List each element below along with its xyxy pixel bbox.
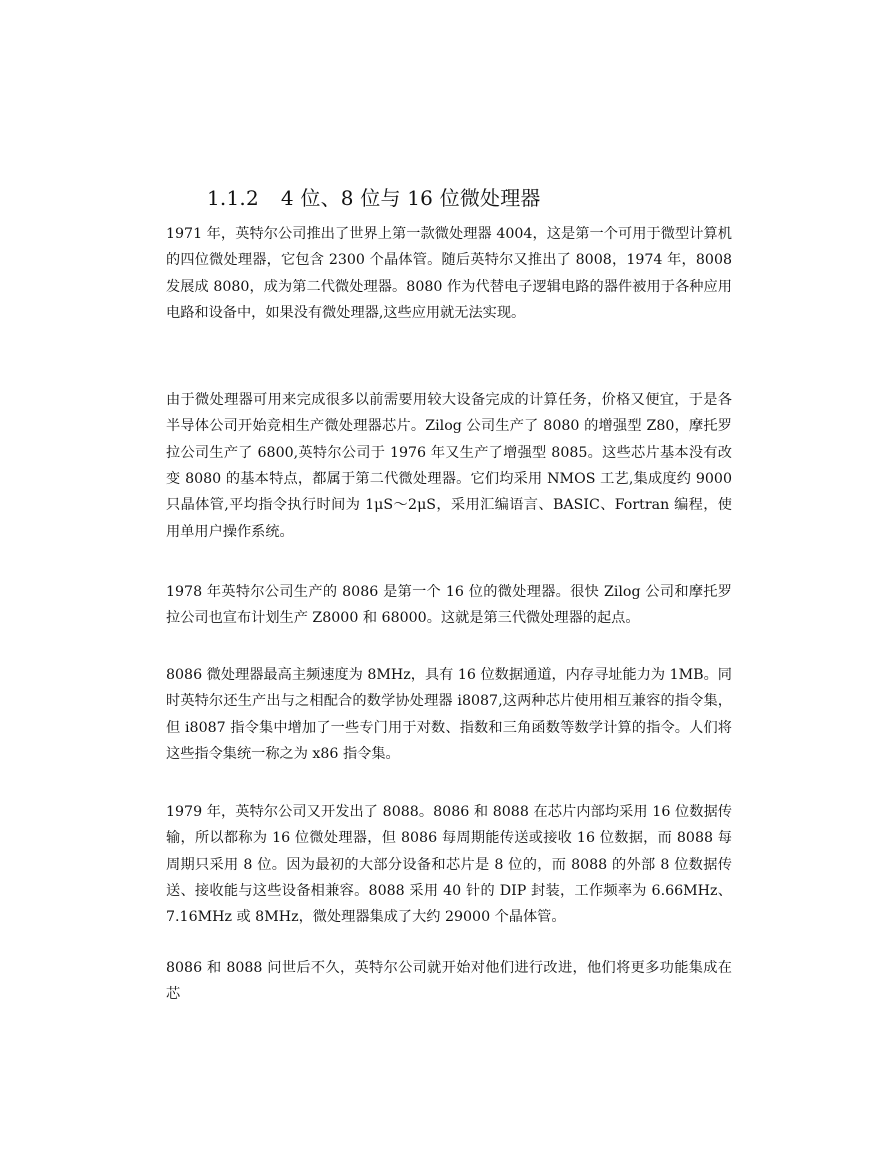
paragraph-4004-history: 1971 年，英特尔公司推出了世界上第一款微处理器 4004，这是第一个可用于微型计算机的四位微处理器，它包含 2300 个晶体管。随后英特尔又推出了 8008，1974 年，8008 发展成 8080，成为第二代微处理器。8080 作为代替电子逻辑电路的器件被用于各种应用电路和设备中，如果没有微处理器,这些应用就无法实现。	[166, 226, 732, 322]
paragraph-8086-specs: 8086 微处理器最高主频速度为 8MHz，具有 16 位数据通道，内存寻址能力为 1MB。同时英特尔还生产出与之相配合的数学协处理器 i8087,这两种芯片使用相互兼容的指令集，但 i8087 指令集中增加了一些专门用于对数、指数和三角函数等数学计算的指令。人们将这些指令集统一称之为 x86 指令集。	[166, 667, 732, 763]
paragraph-8086-introduction: 1978 年英特尔公司生产的 8086 是第一个 16 位的微处理器。很快 Zilog 公司和摩托罗拉公司也宣布计划生产 Z8000 和 68000。这就是第三代微处理器的起点。	[166, 584, 732, 627]
paragraph-8088: 1979 年，英特尔公司又开发出了 8088。8086 和 8088 在芯片内部均采用 16 位数据传输，所以都称为 16 位微处理器，但 8086 每周期能传送或接收 16 位数据，而 8088 每周期只采用 8 位。因为最初的大部分设备和芯片是 8 位的，而 8088 的外部 8 位数据传送、接收能与这些设备相兼容。8088 采用 40 针的 DIP 封装，工作频率为 6.66MHz、7.16MHz 或 8MHz，微处理器集成了大约 29000 个晶体管。	[166, 804, 732, 926]
section-heading	[207, 184, 541, 212]
paragraph-improvements: 8086 和 8088 问世后不久，英特尔公司就开始对他们进行改进，他们将更多功能集成在芯	[166, 960, 732, 1003]
section-number: 1.1.2	[207, 186, 259, 210]
section-title: 4 位、8 位与 16 位微处理器	[280, 186, 541, 210]
paragraph-second-generation: 由于微处理器可用来完成很多以前需要用较大设备完成的计算任务，价格又便宜，于是各半导体公司开始竞相生产微处理器芯片。Zilog 公司生产了 8080 的增强型 Z80，摩托罗拉公司生产了 6800,英特尔公司于 1976 年又生产了增强型 8085。这些芯片基本没有改变 8080 的基本特点，都属于第二代微处理器。它们均采用 NMOS 工艺,集成度约 9000 只晶体管,平均指令执行时间为 1μS～2μS，采用汇编语言、BASIC、Fortran 编程，使用单用户操作系统。	[166, 392, 732, 540]
